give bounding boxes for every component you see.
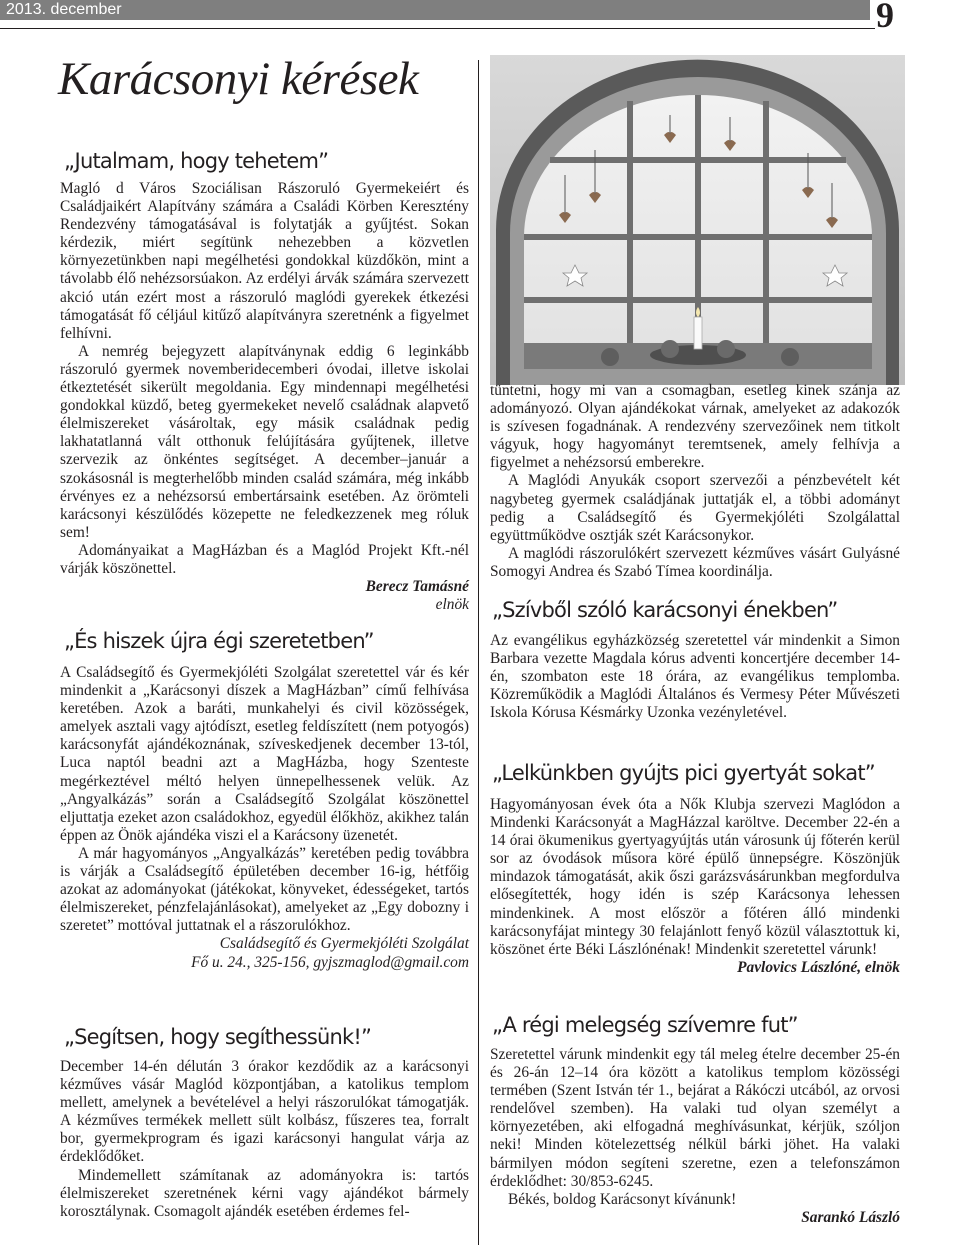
window-photo bbox=[490, 55, 905, 385]
paragraph: Az evangélikus egyházközség szeretettel vár mindenkit a Simon Barbara vezette Magdala kórus adventi koncertjére december 14-én, szombaton este 18 órára, az evangélikus templomba. Közreműködik a Maglódi Általános és Vermesy Péter Művészeti Iskola Kórusa Késmárky Uzonka vezényletével. bbox=[490, 632, 900, 722]
paragraph: Szeretettel várunk mindenkit egy tál meleg ételre december 25-én és 26-án 12–14 óra között a katolikus templom közösségi termében (Szent István tér 1., bejárat a Rákóczi utcából, az orvosi rendelővel szemben). Ha valaki tud olyan személyt a környezetében, aki elfogadná meghívásunkat, kérjük, szóljon neki! Minden kötelezettség nélkül bárki jöhet. Ha valaki bármilyen módon segíteni szeretne, ezen a telefonszámon érdeklődhet: 30/853-6245. bbox=[490, 1046, 900, 1190]
signature-line-2: Fő u. 24., 325-156, gyjszmaglod@gmail.com bbox=[191, 953, 469, 971]
article-regi-melegseg bbox=[490, 1046, 900, 1227]
signature: Sarankó László bbox=[801, 1208, 900, 1226]
signature-name: Berecz Tamásné bbox=[365, 578, 469, 596]
paragraph: Adományaikat a MagHázban és a Maglód Projekt Kft.-nél várják köszönettel. bbox=[60, 541, 469, 577]
header-band bbox=[0, 0, 870, 20]
section-heading-1: „Jutalmam, hogy tehetem” bbox=[64, 149, 329, 173]
paragraph: A maglódi rászorulókért szervezett kézműves vásárt Gulyásné Somogyi Andrea és Szabó Tímea koordinálja. bbox=[490, 544, 900, 580]
paragraph: A Családsegítő és Gyermekjóléti Szolgálat szeretettel vár és kér mindenkit a „Karácsonyi díszek a MagHázban” című felhívása keretében. Azok a baráti, munkahelyi és civil közösségek, amelyek asztali vagy ajtódíszt, esetleg feldíszített (nem potyogós) karácsonyfát ajándékoznának, szíveskedjenek december 13-tól, Luca naptól beadni azt a MagHázba, hogy Szenteste megérkeztével méltó helyen ünnepelhessenek velük. Az „Angyalkázás” során a Családsegítő Szolgálat köszönettel eljuttatja ezeket azon családokhoz, egyedül élőkhöz, akikhez talán éppen az Önök ajándéka viszi el a Karácsony üzenetét. bbox=[60, 664, 469, 844]
signature-line-1: Családsegítő és Gyermekjóléti Szolgálat bbox=[219, 935, 469, 953]
article-jutalmam bbox=[60, 180, 469, 614]
section-heading-3: „Segítsen, hogy segíthessünk!” bbox=[64, 1025, 372, 1049]
article-segitsen-continued bbox=[490, 382, 900, 581]
page-header bbox=[0, 0, 960, 35]
article-es-hiszek bbox=[60, 664, 469, 972]
signature: Pavlovics Lászlóné, elnök bbox=[737, 958, 900, 976]
section-heading-4: „Szívből szóló karácsonyi énekben” bbox=[492, 598, 838, 622]
article-segitsen bbox=[60, 1058, 469, 1221]
paragraph: A Maglódi Anyukák csoport szervezői a pénzbevételt két nagybeteg gyermek családjának juttatják el, a többi adományt pedig a Családsegítő és Gyermekjóléti Szolgálattal együttműködve osztják szét Karácsonykor. bbox=[490, 472, 900, 544]
section-heading-2: „És hiszek újra égi szeretetben” bbox=[64, 629, 374, 653]
paragraph: December 14-én délután 3 órakor kezdődik az a karácsonyi kézműves vásár Maglód központjában, a katolikus templom mellett, amelynek a bevételével a helyi rászorulókat támogatják. A kézműves termékek mellett sült kolbász, fűszeres tea, forralt bor, gyermekprogram és igazi karácsonyi hangulat várja az érdeklődőket. bbox=[60, 1058, 469, 1166]
paragraph: Hagyományosan évek óta a Nők Klubja szervezi Maglódon a Mindenki Karácsonyát a MagHázzal karöltve. December 22-én a 14 órai ökumenikus gyertyagyújtás után városunk új főterén kerül sor az óvodások műsora köré épülő ünnepségre. Köszönjük mindazok támogatását, akik őszi garázsvásárunkban megfordulva elősegítették, hogy idén is szép Karácsonya lehessen mindenkinek. A most először a főtéren álló mindenki karácsonyfájat mintegy 30 felajánlott fenyő közül választottuk ki, köszönet érte Béki Lászlónénak! Mindenkit szeretettel várunk! bbox=[490, 796, 900, 958]
section-heading-5: „Lelkünkben gyújts pici gyertyát sokat” bbox=[492, 761, 875, 785]
header-rule bbox=[0, 28, 875, 29]
section-heading-6: „A régi melegség szívemre fut” bbox=[492, 1013, 798, 1037]
column-divider bbox=[478, 60, 479, 1245]
article-lelkunkben bbox=[490, 796, 900, 977]
paragraph: Mindemellett számítanak az adományokra is: tartós élelmiszereket szeretnének kérni vagy ajándékot bármely korosztálynak. Csomagolt ajándék esetében érdemes fel- bbox=[60, 1166, 469, 1220]
paragraph: tüntetni, hogy mi van a csomagban, esetleg kinek szánja az adományozó. Olyan ajándékokat várnak, amelyeket az adakozók is szívesen fogadnának. A rendezvény szervezőinek nem titkolt vágyuk, hogy hagyományt teremtsenek, amely felhívja a figyelmet a nehézsorsú emberekre. bbox=[490, 382, 900, 472]
signature-role: elnök bbox=[435, 596, 469, 614]
paragraph: A már hagyományos „Angyalkázás” keretében pedig továbbra is várják a Családsegítő épületében december 16-ig, hétfőig azokat az adományokat (játékokat, könyveket, édességeket, tartós élelmiszereket, pénzfelajánlásokat), amelyeket az „Egy dobozny i szeretet” mottóval juttatnak el a rászorulókhoz. bbox=[60, 844, 469, 935]
paragraph: Békés, boldog Karácsonyt kívánunk! bbox=[508, 1190, 737, 1208]
paragraph: Magló d Város Szociálisan Rászoruló Gyermekeiért és Családjaikért Alapítvány számára a Családi Körben Keresztény Rendezvény támogatásával is folytatják a gyűjtést. Sokan kérdezik, miért segítünk nehezebben a közvetlen környezetünkben napi megélhetési gondokkal küzdőkön, mint a távolabb élő nehézsorsúakon. Az erdélyi árvák számára szervezett akció után ezért most a rászoruló maglódi gyerekek étkezési támogatását fő céljául kitűző alapítványra szeretnénk a figyelmet felhívni. bbox=[60, 180, 469, 342]
article-szivbol bbox=[490, 632, 900, 722]
page-number: 9 bbox=[876, 0, 894, 35]
issue-date: 2013. december bbox=[6, 1, 122, 18]
page-title: Karácsonyi kérések bbox=[58, 53, 419, 105]
paragraph: A nemrég bejegyzett alapítványnak eddig 6 leginkább rászoruló gyermek novemberidecemberi óvodai, illetve iskolai étkeztetését sikerült megoldania. Egy mindennapi megélhetési gondokkal küzdő, beteg gyermekeket nevelő családnak alapvető élelmiszereket vásároltak, egy másik családnak pedig lakhatatlanná vált otthonuk felújítására gyűjtenek, illetve szervezik az önkéntes segítséget. A december–január a szokásosnál is megterhelőbb minden család számára, még inkább érvényes ez a nehézsorsú embertársaink esetében. Az örömteli karácsonyi készülődés közepette ne feledkezzenek meg róluk sem! bbox=[60, 342, 469, 541]
